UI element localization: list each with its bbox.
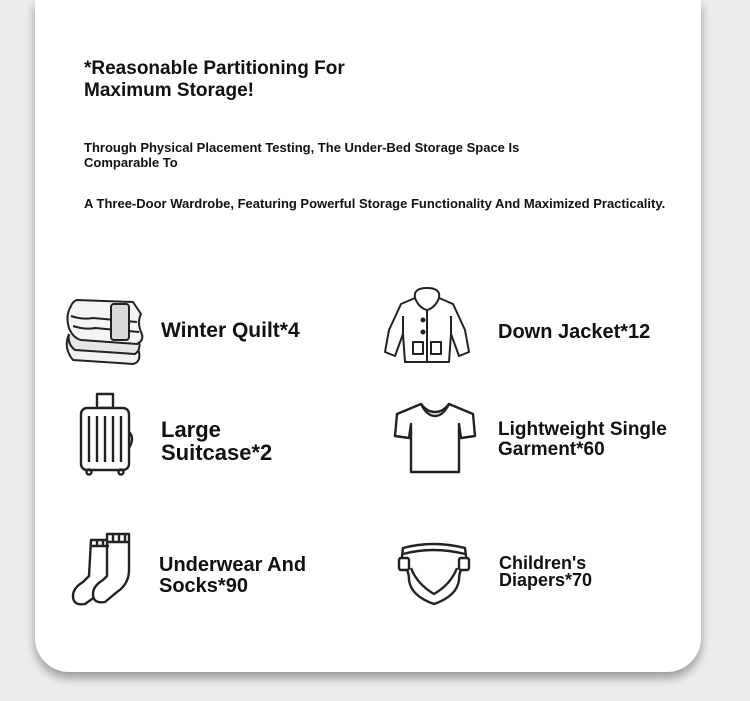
storage-info-card (35, 0, 701, 672)
headline: *Reasonable Partitioning For Maximum Storage! (84, 58, 345, 101)
suitcase-icon (77, 392, 135, 476)
item-label-childrens-diapers: Children's Diapers*70 (499, 553, 593, 590)
item-label-winter-quilt: Winter Quilt*4 (161, 319, 300, 342)
tshirt-icon (393, 402, 477, 474)
quilt-icon (63, 296, 147, 366)
item-label-underwear-socks: Underwear And Socks*90 (159, 554, 307, 597)
description-first: Through Physical Placement Testing, The Under-Bed Storage Space Is Comparable To (84, 140, 520, 170)
item-label-large-suitcase: Large Suitcase*2 (161, 417, 273, 466)
diaper-icon (397, 540, 471, 608)
description-second: A Three-Door Wardrobe, Featuring Powerful Storage Functionality And Maximized Practicality. (84, 196, 666, 211)
socks-icon (69, 532, 133, 606)
item-label-down-jacket: Down Jacket*12 (498, 321, 651, 343)
jacket-icon (383, 286, 473, 366)
item-label-lightweight-garment: Lightweight Single Garment*60 (498, 419, 667, 460)
card-top (35, 0, 701, 30)
